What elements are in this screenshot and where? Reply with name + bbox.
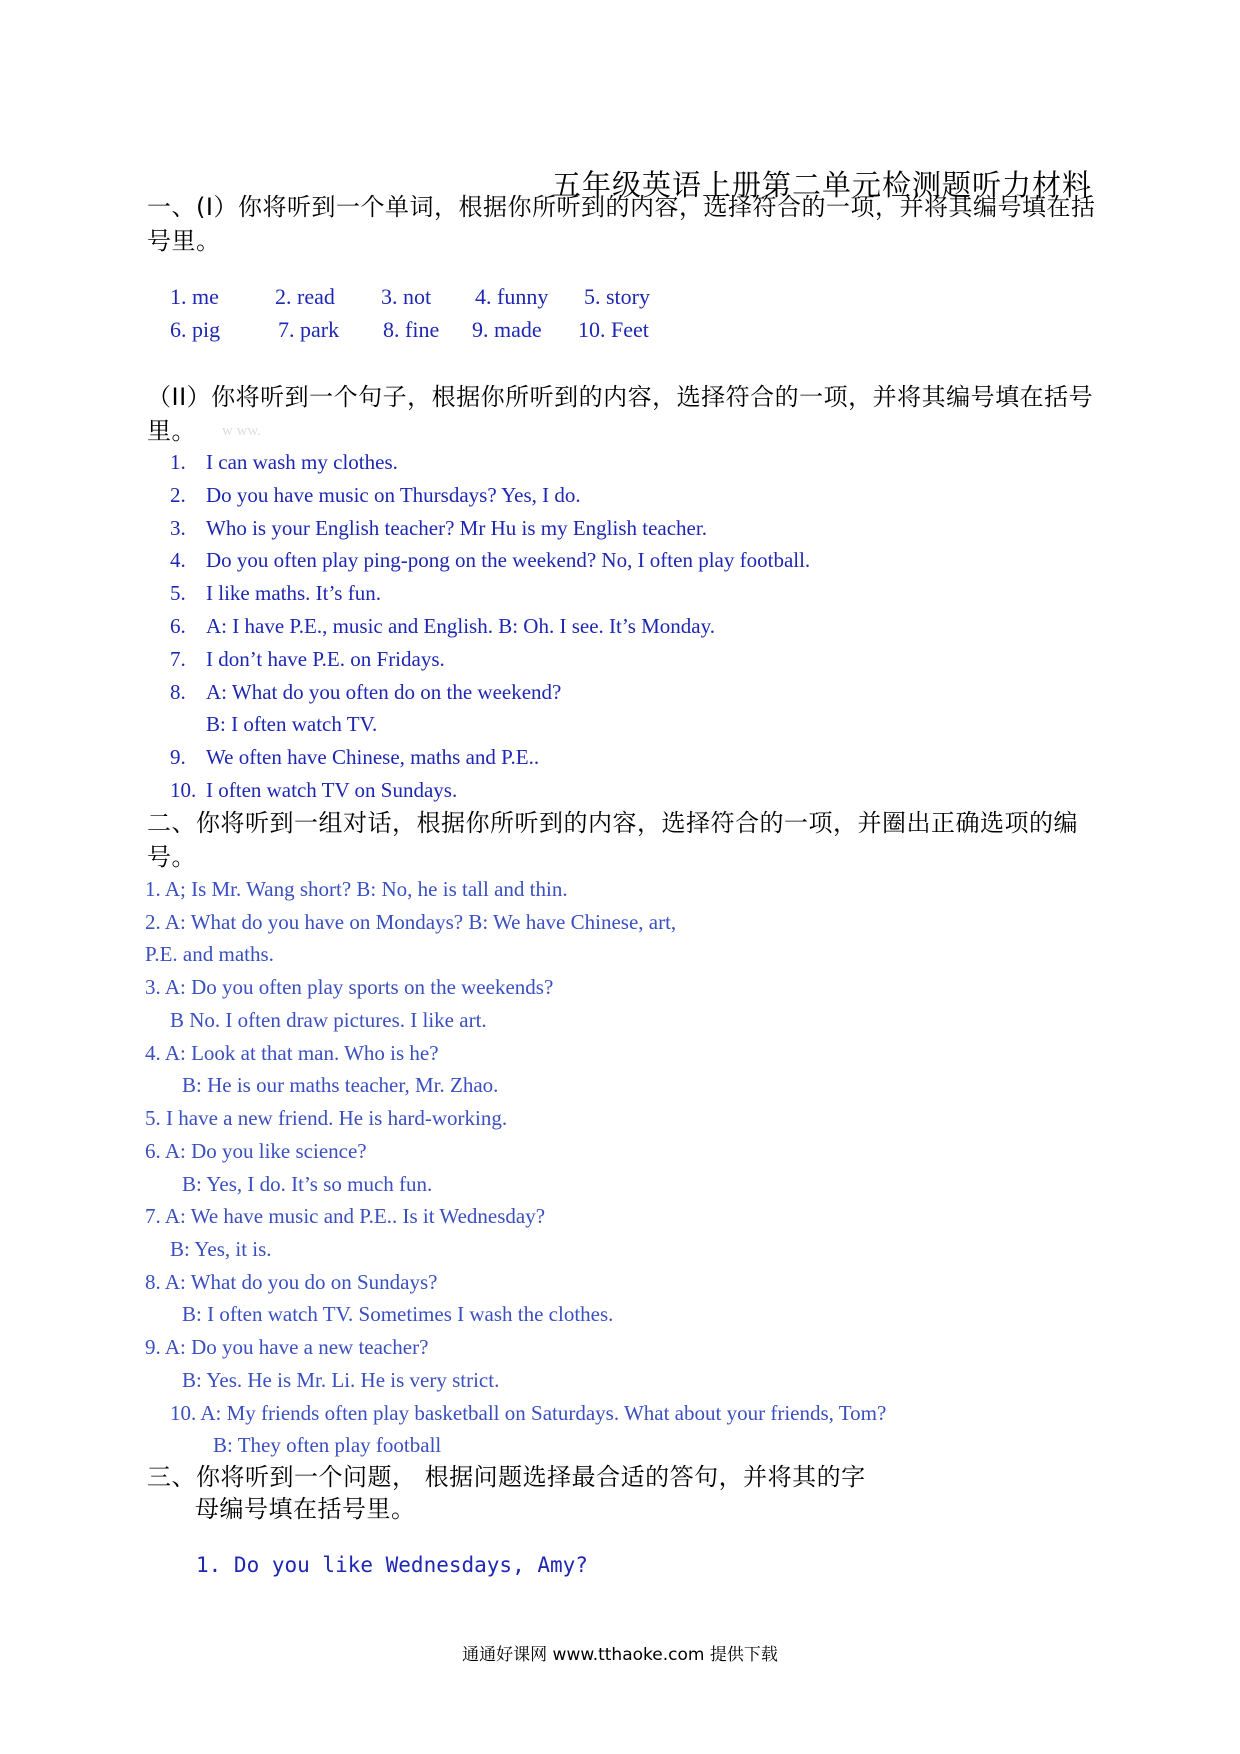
sentence-text: I can wash my clothes. — [206, 450, 398, 474]
dialogue-line: 1. A; Is Mr. Wang short? B: No, he is tall and thin. — [145, 877, 568, 901]
dialogue-line: 5. I have a new friend. He is hard-working. — [145, 1106, 508, 1130]
dialogue-line: B: They often play football — [213, 1433, 442, 1457]
sentence-number: 8. — [170, 680, 186, 704]
word-item: 5. story — [584, 284, 650, 309]
word-item: 7. park — [278, 317, 340, 342]
dialogue-line: B: Yes. He is Mr. Li. He is very strict. — [182, 1368, 500, 1392]
word-item: 4. funny — [475, 284, 549, 309]
word-item: 9. made — [472, 317, 542, 342]
sentence-number: 4. — [170, 548, 186, 572]
sentence-text: I often watch TV on Sundays. — [206, 778, 458, 802]
dialogue-line: 9. A: Do you have a new teacher? — [145, 1335, 429, 1359]
word-item: 2. read — [275, 284, 335, 309]
dialogue-line: B No. I often draw pictures. I like art. — [170, 1008, 487, 1032]
dialogue-line: 6. A: Do you like science? — [145, 1139, 367, 1163]
sentence-text: I don’t have P.E. on Fridays. — [206, 647, 445, 671]
dialogue-line: B: He is our maths teacher, Mr. Zhao. — [182, 1073, 499, 1097]
sentence-text: B: I often watch TV. — [206, 712, 378, 736]
part2-heading: 二、你将听到一组对话，根据你所听到的内容，选择符合的一项，并圈出正确选项的编号。 — [147, 809, 1078, 871]
sentence-number: 5. — [170, 581, 186, 605]
part1-heading: 一、(I）你将听到一个单词，根据你所听到的内容，选择符合的一项，并将其编号填在括号里。 — [147, 193, 1096, 255]
dialogue-line: 10. A: My friends often play basketball on Saturdays. What about your friends, Tom? — [170, 1401, 887, 1425]
word-item: 1. me — [170, 284, 219, 309]
dialogue-line: 7. A: We have music and P.E.. Is it Wednesday? — [145, 1204, 546, 1228]
sentence-number: 6. — [170, 614, 186, 638]
sentence-number: 3. — [170, 516, 186, 540]
page-title: 五年级英语上册第二单元检测题听力材料 — [551, 168, 1092, 202]
word-item: 10. Feet — [578, 317, 649, 342]
dialogue-line: P.E. and maths. — [145, 942, 274, 966]
sentence-text: We often have Chinese, maths and P.E.. — [206, 745, 540, 769]
dialogue-line: B: Yes, it is. — [170, 1237, 272, 1261]
word-item: 8. fine — [383, 317, 440, 342]
sentence-number: 10. — [170, 778, 197, 802]
footer-text: 通通好课网 www.tthaoke.com 提供下载 — [462, 1645, 778, 1665]
sentence-text: A: What do you often do on the weekend? — [206, 680, 562, 704]
part3-heading-line2: 母编号填在括号里。 — [195, 1495, 416, 1523]
sentence-text: Do you often play ping-pong on the weekend? No, I often play football. — [206, 548, 811, 572]
sentence-text: Do you have music on Thursdays? Yes, I do. — [206, 483, 581, 507]
part3-heading-line1: 三、你将听到一个问题， 根据问题选择最合适的答句，并将其的字 — [147, 1463, 866, 1491]
watermark-text: w ww. — [222, 423, 262, 439]
dialogue-line: B: Yes, I do. It’s so much fun. — [182, 1172, 433, 1196]
word-item: 3. not — [381, 284, 432, 309]
part1b-heading: （II）你将听到一个句子，根据你所听到的内容，选择符合的一项，并将其编号填在括号里。 — [147, 383, 1094, 445]
dialogue-line: B: I often watch TV. Sometimes I wash the clothes. — [182, 1302, 614, 1326]
dialogue-line: 8. A: What do you do on Sundays? — [145, 1270, 438, 1294]
sentence-number: 7. — [170, 647, 186, 671]
word-item: 6. pig — [170, 317, 221, 342]
dialogue-line: 2. A: What do you have on Mondays? B: We have Chinese, art, — [145, 910, 677, 934]
dialogue-line: 4. A: Look at that man. Who is he? — [145, 1041, 439, 1065]
sentence-text: A: I have P.E., music and English. B: Oh. I see. It’s Monday. — [206, 614, 715, 638]
question-line: 1. Do you like Wednesdays, Amy? — [196, 1553, 588, 1577]
dialogue-line: 3. A: Do you often play sports on the weekends? — [145, 975, 554, 999]
sentence-text: Who is your English teacher? Mr Hu is my English teacher. — [206, 516, 707, 540]
sentence-number: 2. — [170, 483, 186, 507]
sentence-number: 1. — [170, 450, 186, 474]
sentence-number: 9. — [170, 745, 186, 769]
sentence-text: I like maths. It’s fun. — [206, 581, 381, 605]
